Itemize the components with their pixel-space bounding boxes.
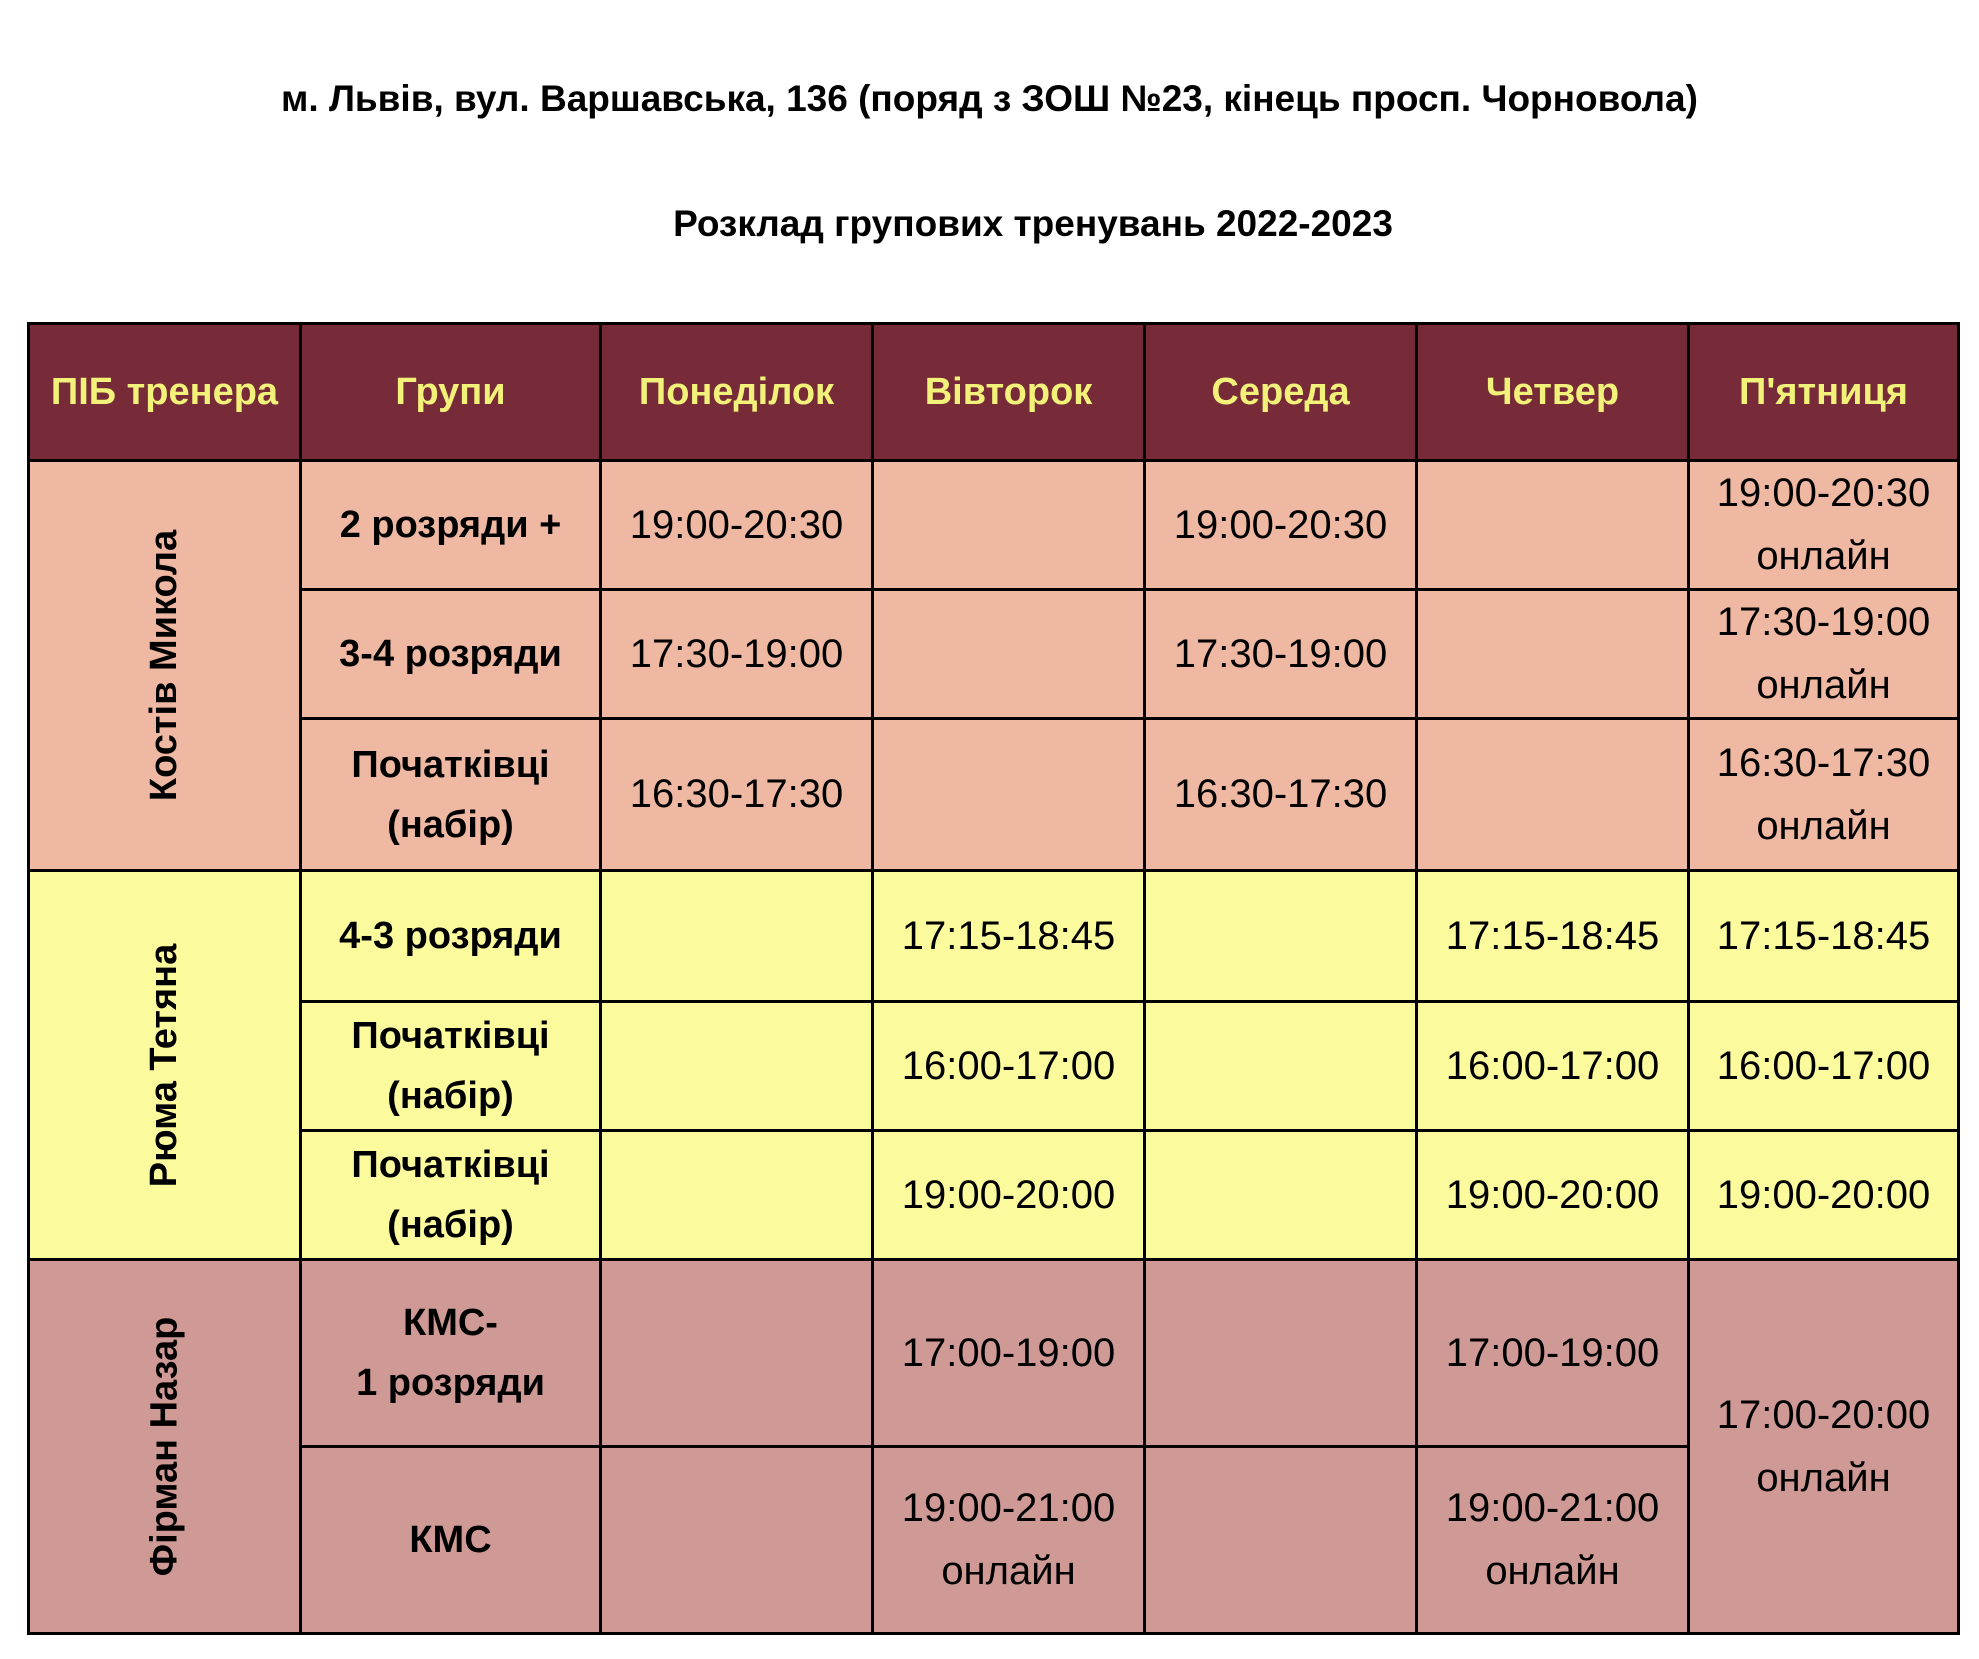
wednesday-cell: 19:00-20:30 [1145,461,1417,590]
thursday-cell: 17:00-19:00 [1417,1260,1689,1447]
friday-cell: 16:30-17:30 онлайн [1689,719,1959,871]
monday-cell [601,1002,873,1131]
thursday-cell: 19:00-20:00 [1417,1131,1689,1260]
table-row [29,719,1959,871]
friday-cell: 19:00-20:00 [1689,1131,1959,1260]
monday-cell [601,871,873,1002]
group-cell: Початківці (набір) [301,1002,601,1131]
schedule-title: Розклад групових тренувань 2022-2023 [673,203,1393,244]
table-row [29,1260,1959,1447]
table-row [29,1131,1959,1260]
coach-name: Фірман Назар [142,1316,185,1577]
col-header-wednesday: Середа [1145,324,1417,461]
tuesday-cell: 17:00-19:00 [873,1260,1145,1447]
wednesday-cell [1145,1131,1417,1260]
friday-cell: 19:00-20:30 онлайн [1689,461,1959,590]
coach-name: Рюма Тетяна [142,943,185,1187]
group-cell: Початківці (набір) [301,719,601,871]
thursday-cell: 16:00-17:00 [1417,1002,1689,1131]
friday-cell: 17:30-19:00 онлайн [1689,590,1959,719]
table-row [29,590,1959,719]
tuesday-cell: 16:00-17:00 [873,1002,1145,1131]
monday-cell: 16:30-17:30 [601,719,873,871]
col-header-monday: Понеділок [601,324,873,461]
monday-cell: 19:00-20:30 [601,461,873,590]
wednesday-cell: 17:30-19:00 [1145,590,1417,719]
col-header-friday: П'ятниця [1689,324,1959,461]
friday-merged-cell: 17:00-20:00 онлайн [1689,1260,1959,1634]
coach-cell [29,1260,301,1634]
col-header-thursday: Четвер [1417,324,1689,461]
tuesday-cell [873,590,1145,719]
coach-name: Костів Микола [143,529,186,802]
group-cell: КМС [301,1447,601,1634]
table-row [29,461,1959,590]
monday-cell [601,1260,873,1447]
wednesday-cell: 16:30-17:30 [1145,719,1417,871]
thursday-cell [1417,719,1689,871]
col-header-tuesday: Вівторок [873,324,1145,461]
col-header-groups: Групи [301,324,601,461]
wednesday-cell [1145,1260,1417,1447]
table-header-row [29,324,1959,461]
col-header-coach: ПІБ тренера [29,324,301,461]
group-cell: КМС- 1 розряди [301,1260,601,1447]
friday-cell: 16:00-17:00 [1689,1002,1959,1131]
address-line: м. Львів, вул. Варшавська, 136 (поряд з ЗОШ №23, кінець просп. Чорновола) [281,78,1698,119]
tuesday-cell [873,719,1145,871]
group-cell: 4-3 розряди [301,871,601,1002]
monday-cell [601,1447,873,1634]
monday-cell [601,1131,873,1260]
wednesday-cell [1145,871,1417,1002]
coach-cell [29,461,301,871]
thursday-cell [1417,590,1689,719]
table-row [29,1002,1959,1131]
group-cell: Початківці (набір) [301,1131,601,1260]
thursday-cell [1417,461,1689,590]
table-row [29,871,1959,1002]
group-cell: 3-4 розряди [301,590,601,719]
thursday-cell: 17:15-18:45 [1417,871,1689,1002]
schedule-table [27,322,1960,1635]
group-cell: 2 розряди + [301,461,601,590]
friday-cell: 17:15-18:45 [1689,871,1959,1002]
tuesday-cell: 17:15-18:45 [873,871,1145,1002]
monday-cell: 17:30-19:00 [601,590,873,719]
thursday-cell: 19:00-21:00 онлайн [1417,1447,1689,1634]
tuesday-cell [873,461,1145,590]
tuesday-cell: 19:00-20:00 [873,1131,1145,1260]
wednesday-cell [1145,1447,1417,1634]
tuesday-cell: 19:00-21:00 онлайн [873,1447,1145,1634]
wednesday-cell [1145,1002,1417,1131]
coach-cell [29,871,301,1260]
table-row [29,1447,1959,1634]
